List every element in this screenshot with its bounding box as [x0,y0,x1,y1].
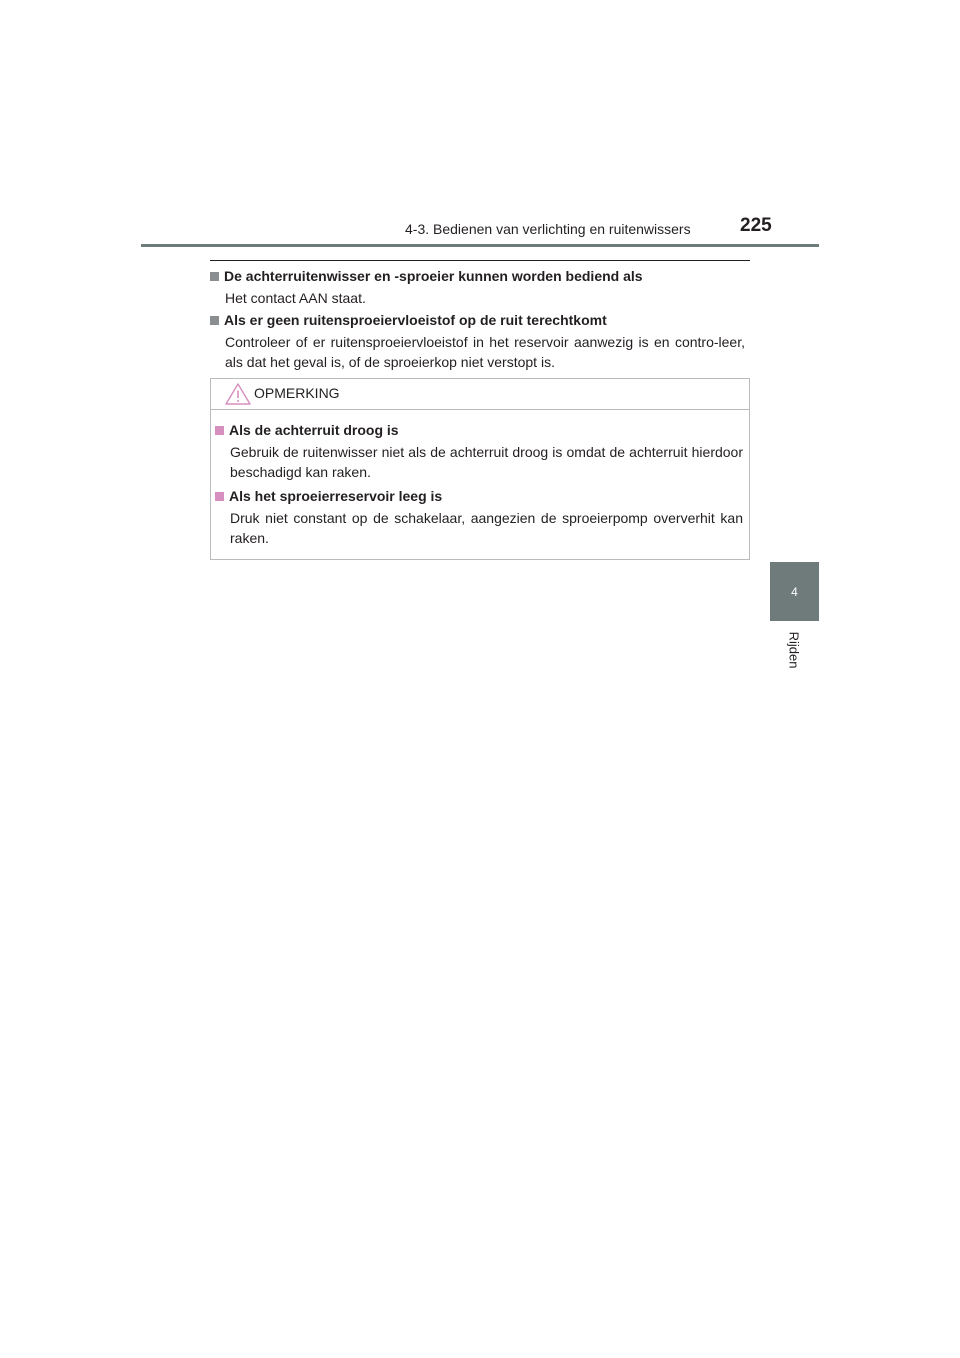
square-bullet-icon [210,272,219,281]
square-bullet-icon [215,426,224,435]
square-bullet-icon [210,316,219,325]
page-number: 225 [740,215,772,236]
warning-triangle-icon [225,382,251,406]
notice-header [211,379,749,410]
info-entry-body: Het contact AAN staat. [225,290,366,306]
notice-item-title-text: Als de achterruit droog is [229,422,399,438]
info-entry-body: Controleer of er ruitensproeiervloeistof in het reservoir aanwezig is en contro-leer, als dat het geval is, of de sproeierkop niet verstopt is. [225,334,745,370]
notice-item-title-text: Als het sproeierreservoir leeg is [229,488,443,504]
info-entry [210,311,745,372]
notice-item [215,421,743,482]
info-entry-title-text: Als er geen ruitensproeiervloeistof op de ruit terechtkomt [224,312,607,328]
info-entry [210,267,745,308]
info-entry-title [210,267,745,285]
notice-box [210,378,750,560]
content-top-divider [210,260,750,261]
notice-title: OPMERKING [254,385,340,401]
chapter-label: Rijden [786,631,802,669]
notice-item [215,487,743,548]
info-entry-title-text: De achterruitenwisser en -sproeier kunnen worden bediend als [224,268,643,284]
square-bullet-icon [215,492,224,501]
chapter-number: 4 [791,584,798,599]
notice-item-body: Gebruik de ruitenwisser niet als de achterruit droog is omdat de achterruit hierdoor beschadigd kan raken. [230,444,743,480]
notice-item-title [215,421,743,439]
notice-item-body: Druk niet constant op de schakelaar, aangezien de sproeierpomp oververhit kan raken. [230,510,743,546]
chapter-tab [770,562,819,621]
info-entry-title [210,311,745,329]
header-divider [141,244,819,247]
notice-item-title [215,487,743,505]
section-title: 4-3. Bedienen van verlichting en ruitenwissers [405,221,691,237]
